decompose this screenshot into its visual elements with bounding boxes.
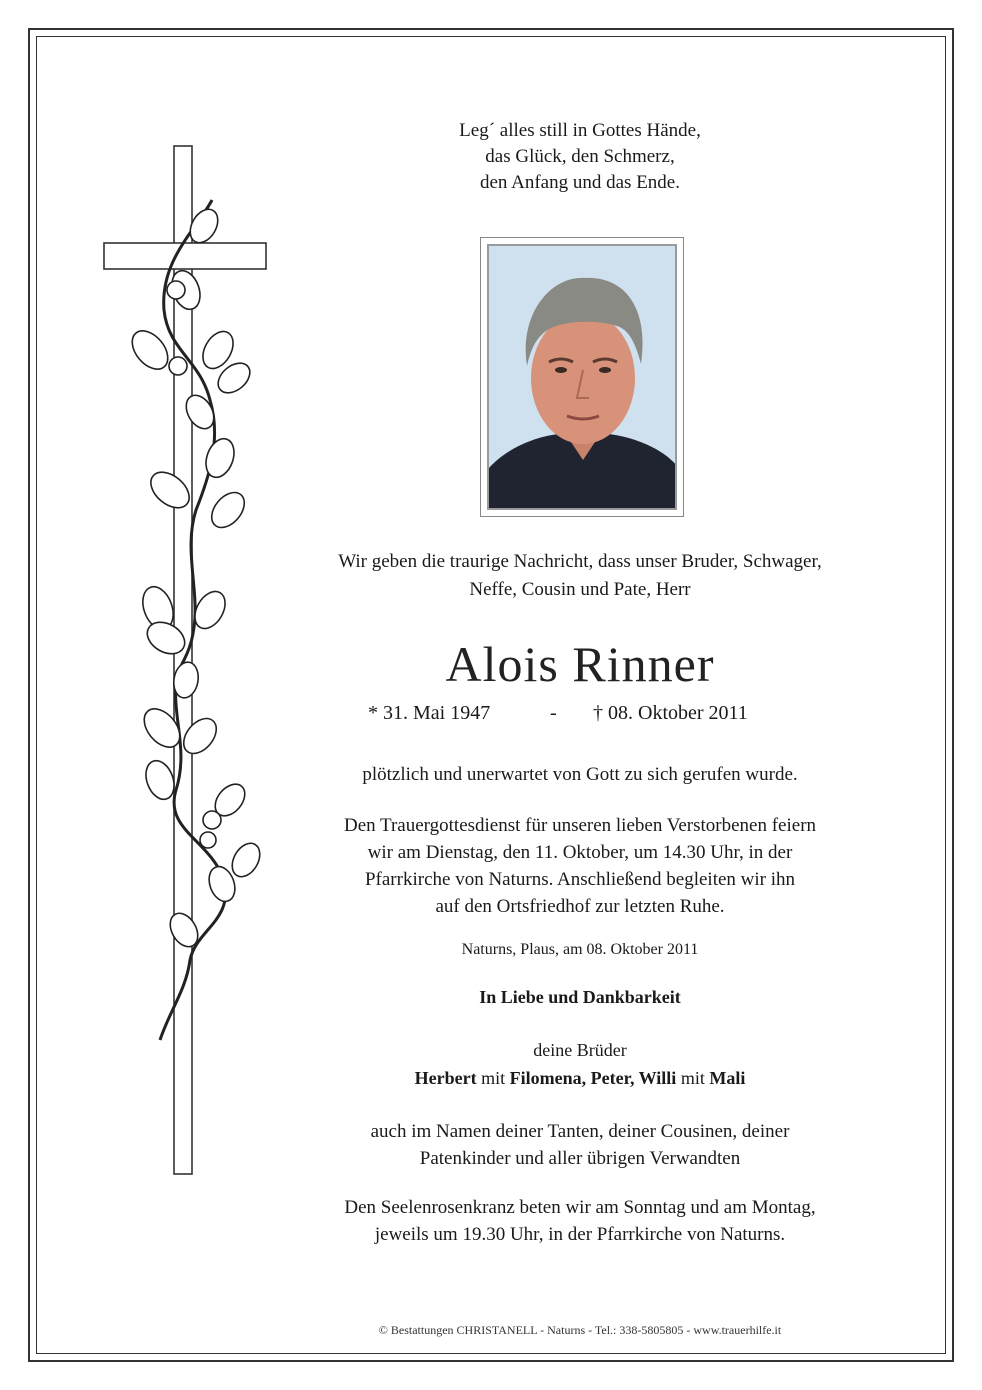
- footer-credit: © Bestattungen CHRISTANELL - Naturns - Tel.: 338-5805805 - www.trauerhilfe.it: [378, 1323, 782, 1337]
- family-line: Patenkinder und aller übrigen Verwandten: [419, 1148, 741, 1169]
- rosary-notice: [290, 1194, 870, 1248]
- funeral-service: [290, 812, 870, 920]
- deceased-name: Alois Rinner: [445, 636, 715, 692]
- portrait-photo-icon: [489, 246, 677, 510]
- rosary-line: jeweils um 19.30 Uhr, in der Pfarrkirche von Naturns.: [374, 1224, 786, 1245]
- mourners-intro: deine Brüder: [533, 1040, 627, 1060]
- mourners-names: [290, 1064, 870, 1092]
- sudden-death-line: plötzlich und unerwartet von Gott zu sich gerufen wurde.: [362, 764, 798, 785]
- rosary-line: Den Seelenrosenkranz beten wir am Sonntag und am Montag,: [344, 1197, 816, 1218]
- mourner-connector: mit: [476, 1068, 510, 1088]
- service-line: wir am Dienstag, den 11. Oktober, um 14.30 Uhr, in der: [367, 842, 793, 863]
- service-line: Pfarrkirche von Naturns. Anschließend begleiten wir ihn: [364, 869, 796, 890]
- life-dates: [290, 702, 870, 734]
- extended-family: [290, 1118, 870, 1172]
- service-line: auf den Ortsfriedhof zur letzten Ruhe.: [435, 896, 725, 917]
- portrait-frame: [480, 237, 684, 517]
- mourner-name: Herbert: [414, 1068, 477, 1088]
- mourners: [290, 1036, 870, 1092]
- place-and-date: Naturns, Plaus, am 08. Oktober 2011: [461, 941, 699, 958]
- service-line: Den Trauergottesdienst für unseren lieben Verstorbenen feiern: [343, 815, 817, 836]
- love-gratitude: In Liebe und Dankbarkeit: [479, 987, 681, 1007]
- cross-with-roses-icon: [100, 140, 270, 1180]
- verse: [290, 118, 870, 196]
- date-separator: -: [550, 702, 557, 724]
- verse-line: das Glück, den Schmerz,: [485, 146, 675, 167]
- verse-line: Leg´ alles still in Gottes Hände,: [459, 120, 701, 141]
- announcement: [290, 548, 870, 604]
- announcement-line: Neffe, Cousin und Pate, Herr: [469, 579, 691, 600]
- mourner-connector: mit: [676, 1068, 710, 1088]
- mourner-name: Filomena, Peter, Willi: [509, 1068, 677, 1088]
- portrait-photo: [487, 244, 677, 510]
- family-line: auch im Namen deiner Tanten, deiner Cousinen, deiner: [370, 1121, 790, 1142]
- verse-line: den Anfang und das Ende.: [480, 172, 680, 193]
- birth-date: * 31. Mai 1947: [368, 702, 491, 724]
- announcement-line: Wir geben die traurige Nachricht, dass unser Bruder, Schwager,: [338, 551, 822, 572]
- mourner-name: Mali: [709, 1068, 746, 1088]
- death-date: † 08. Oktober 2011: [593, 702, 748, 724]
